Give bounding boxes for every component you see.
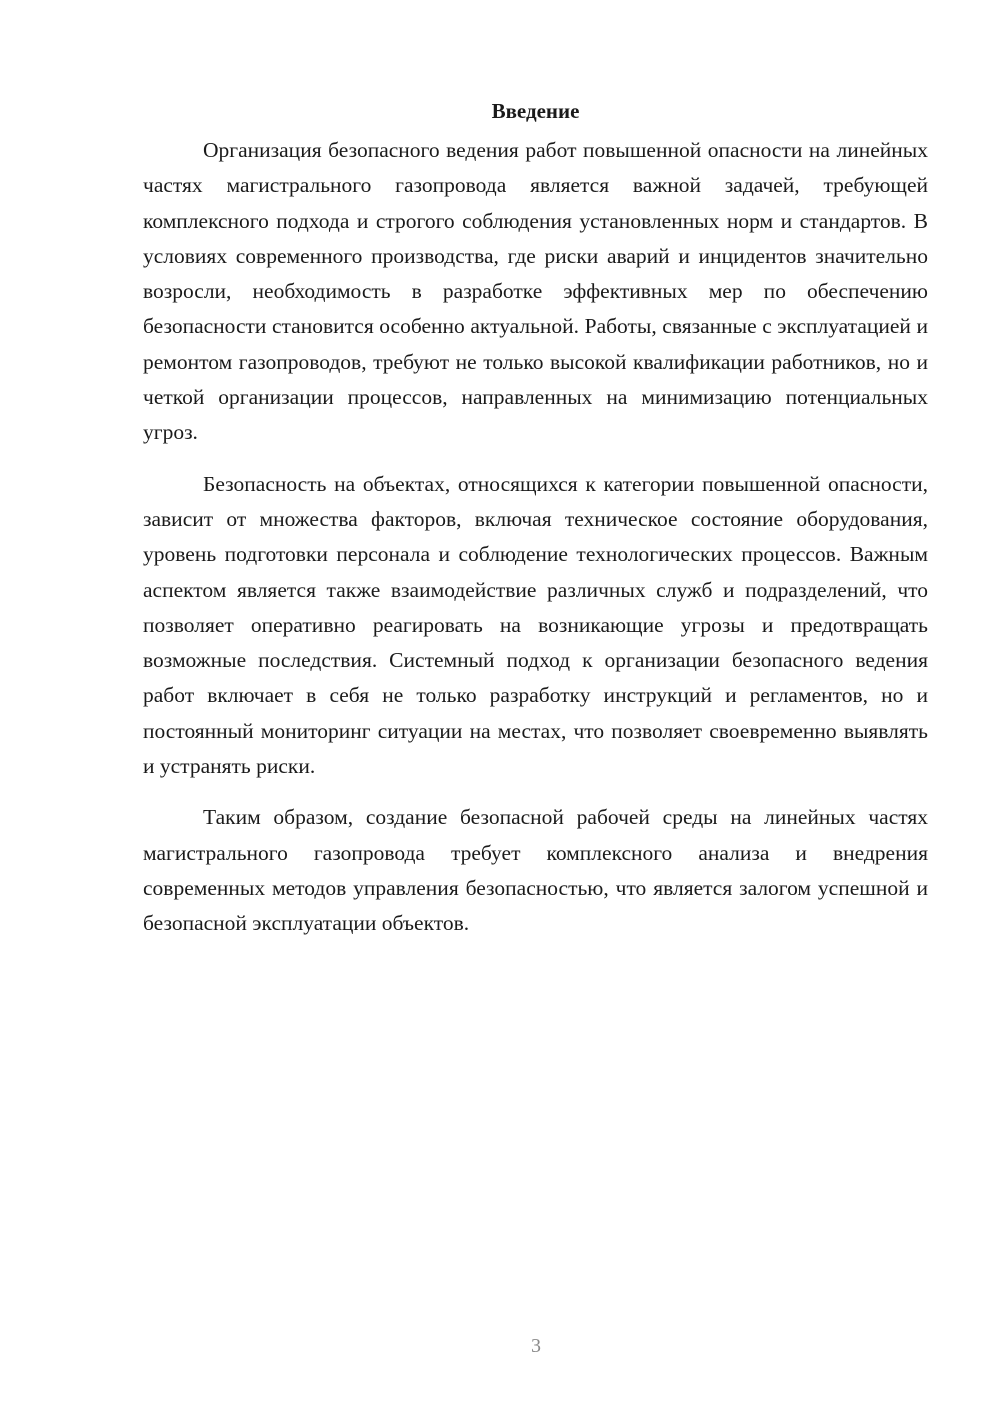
paragraph-1: Организация безопасного ведения работ повышенной опасности на линейных частях магистрального газопровода является важной задачей, требующей комплексного подхода и строгого соблюдения установленных норм и стандартов. В условиях современного производства, где риски аварий и инцидентов значительно возросли, необходимость в разработке эффективных мер по обеспечению безопасности становится особенно актуальной. Работы, связанные с эксплуатацией и ремонтом газопроводов, требуют не только высокой квалификации работников, но и четкой организации процессов, направленных на минимизацию потенциальных угроз. (143, 138, 928, 445)
paragraph-3: Таким образом, создание безопасной рабочей среды на линейных частях магистрального газопровода требует комплексного анализа и внедрения современных методов управления безопасностью, что является залогом успешной и безопасной эксплуатации объектов. (143, 805, 928, 936)
page-number: 3 (531, 1335, 541, 1357)
document-body (143, 97, 928, 942)
section-heading: Введение (491, 99, 580, 123)
paragraph-2: Безопасность на объектах, относящихся к категории повышенной опасности, зависит от множества факторов, включая техническое состояние оборудования, уровень подготовки персонала и соблюдение технологических процессов. Важным аспектом является также взаимодействие различных служб и подразделений, что позволяет оперативно реагировать на возникающие угрозы и предотвращать возможные последствия. Системный подход к организации безопасного ведения работ включает в себя не только разработку инструкций и регламентов, но и постоянный мониторинг ситуации на местах, что позволяет своевременно выявлять и устранять риски. (143, 471, 928, 779)
